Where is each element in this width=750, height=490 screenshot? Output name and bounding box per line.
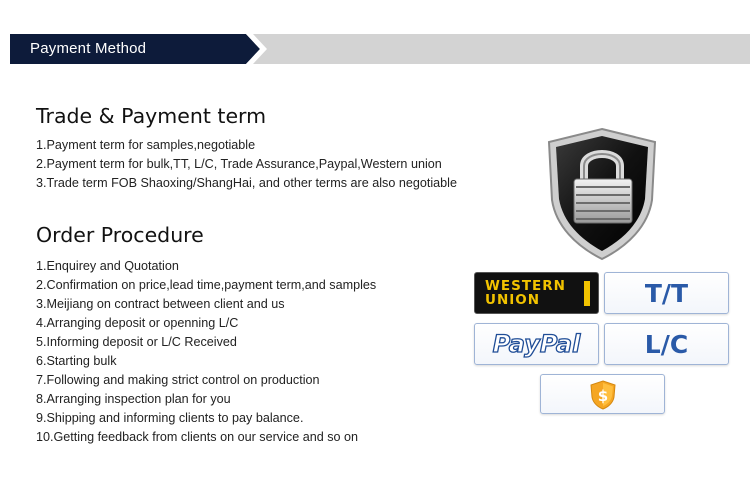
paypal-wordmark: PayPal — [492, 330, 581, 358]
trade-item: 3.Trade term FOB Shaoxing/ShangHai, and other terms are also negotiable — [36, 176, 457, 190]
banner-title: Payment Method — [30, 40, 147, 57]
western-union-line2: UNION — [485, 292, 541, 308]
trade-item: 1.Payment term for samples,negotiable — [36, 138, 256, 152]
trade-item: 2.Payment term for bulk,TT, L/C, Trade Assurance,Paypal,Western union — [36, 157, 442, 171]
trade-assurance-tile — [540, 374, 665, 414]
order-list — [36, 257, 376, 447]
tt-tile — [604, 272, 729, 314]
trade-list — [36, 136, 457, 193]
order-item: 7.Following and making strict control on production — [36, 373, 320, 387]
dollar-shield-icon — [588, 380, 618, 410]
order-item: 8.Arranging inspection plan for you — [36, 392, 231, 406]
order-item: 3.Meijiang on contract between client and us — [36, 297, 285, 311]
order-item: 1.Enquirey and Quotation — [36, 259, 179, 273]
section-banner — [10, 34, 750, 64]
order-item: 4.Arranging deposit or openning L/C — [36, 316, 239, 330]
western-union-logo — [474, 272, 599, 314]
paypal-logo — [474, 323, 599, 365]
order-item: 5.Informing deposit or L/C Received — [36, 335, 237, 349]
lc-tile — [604, 323, 729, 365]
svg-text:$: $ — [597, 387, 609, 405]
padlock-shield-icon — [544, 126, 660, 262]
western-union-bar — [584, 281, 590, 306]
order-heading: Order Procedure — [36, 223, 204, 247]
order-item: 2.Confirmation on price,lead time,payment term,and samples — [36, 278, 377, 292]
lc-label: L/C — [644, 329, 689, 359]
order-item: 10.Getting feedback from clients on our service and so on — [36, 430, 359, 444]
order-item: 9.Shipping and informing clients to pay balance. — [36, 411, 304, 425]
trade-heading: Trade & Payment term — [36, 104, 267, 128]
western-union-wordmark — [485, 279, 566, 307]
tt-label: T/T — [644, 278, 689, 308]
order-item: 6.Starting bulk — [36, 354, 117, 368]
western-union-line1: WESTERN — [485, 278, 566, 294]
